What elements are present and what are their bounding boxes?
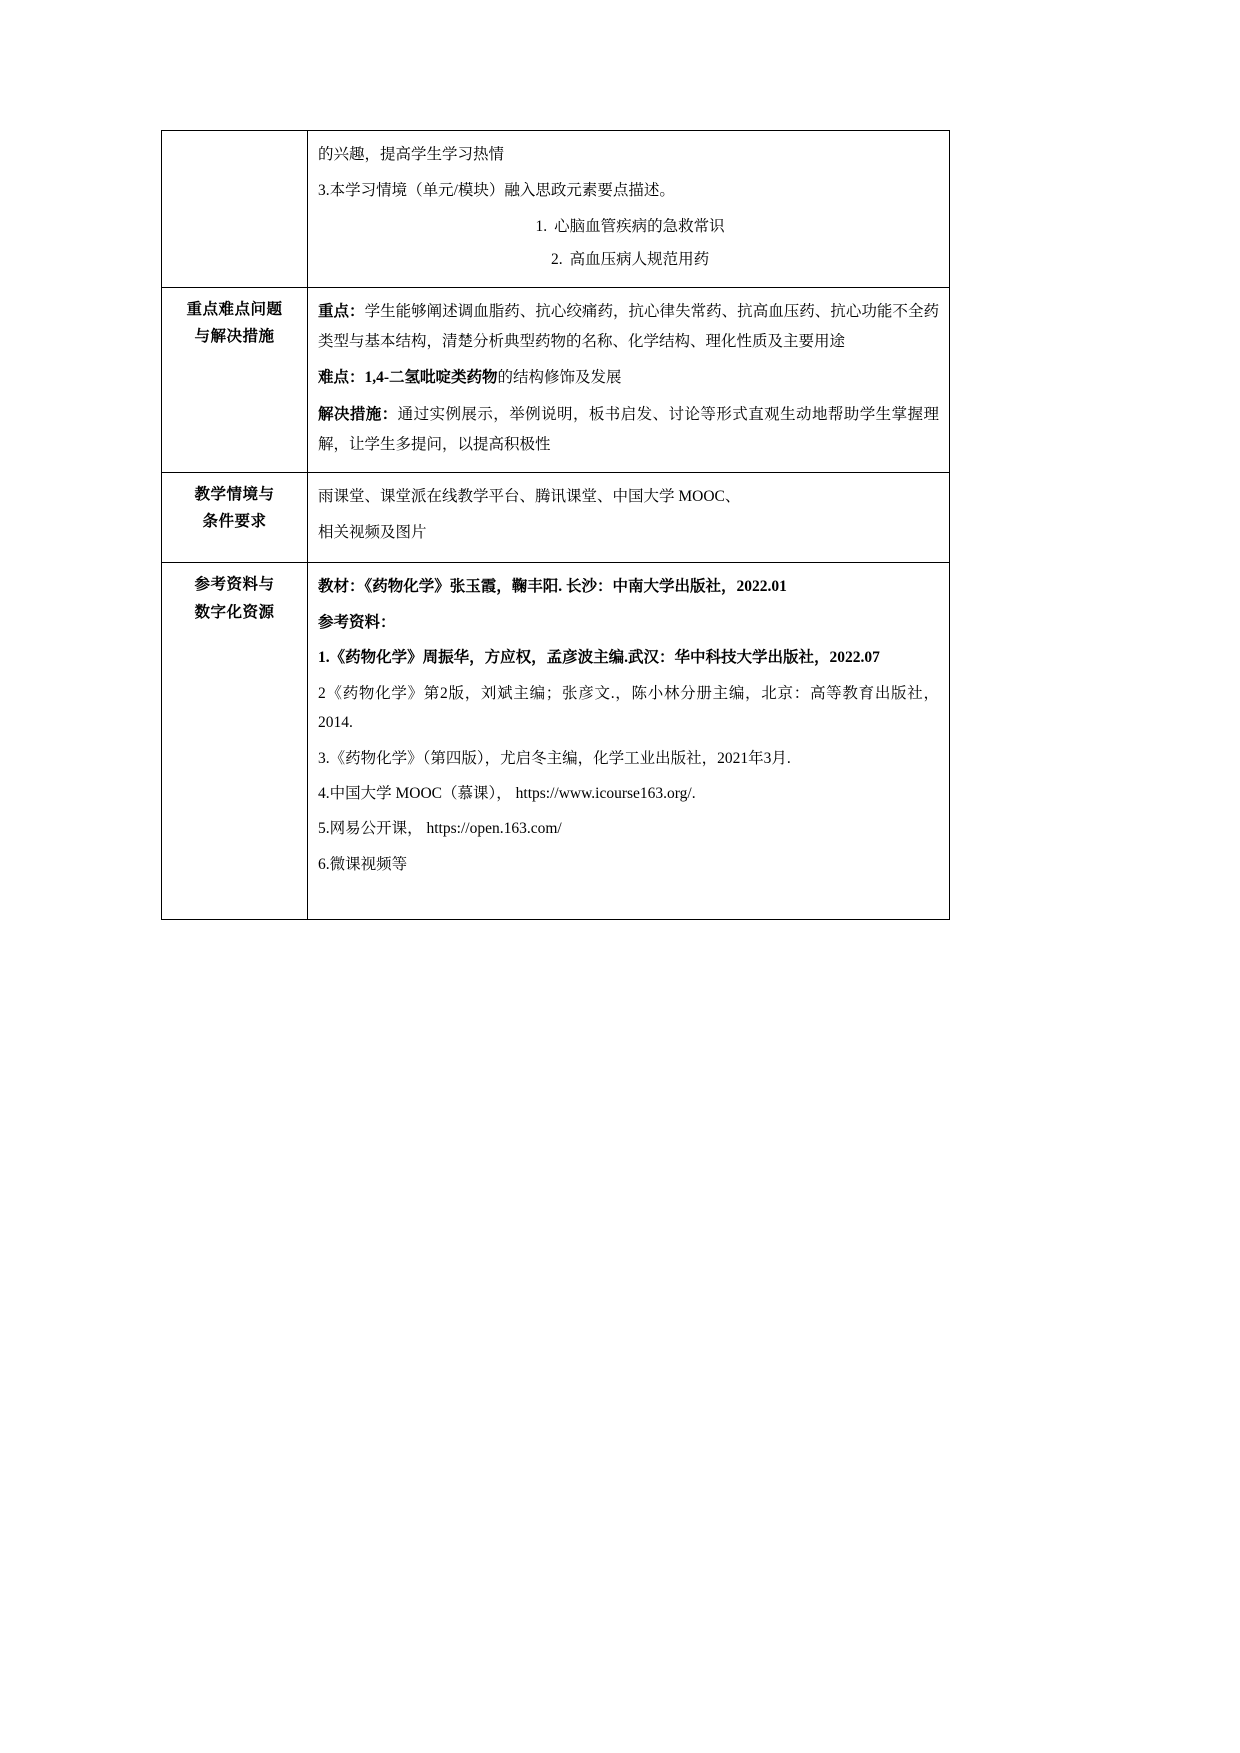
row-label-key-difficult-points bbox=[162, 287, 308, 472]
table-row bbox=[162, 472, 950, 562]
ideology-points-list bbox=[318, 212, 939, 274]
list-item bbox=[318, 245, 939, 275]
label-line: 教学情境与 bbox=[194, 485, 275, 503]
reference-item-2: 2《药物化学》第2版，刘斌主编；张彦文.，陈小林分册主编，北京：高等教育出版社，2014. bbox=[318, 684, 939, 732]
list-text: 心脑血管疾病的急救常识 bbox=[554, 218, 725, 236]
table-row bbox=[162, 287, 950, 472]
row-content-references bbox=[308, 563, 950, 920]
lead-text-difficult: 的结构修饰及发展 bbox=[497, 369, 622, 387]
table-row bbox=[162, 131, 950, 288]
row-content-continuation bbox=[308, 131, 950, 288]
paragraph-ideology-intro: 3.本学习情境（单元/模块）融入思政元素要点描述。 bbox=[318, 182, 675, 200]
label-line: 条件要求 bbox=[202, 513, 267, 531]
paragraph-solutions bbox=[318, 400, 939, 460]
reference-item-3: 3.《药物化学》（第四版），尤启冬主编，化学工业出版社，2021年3月. bbox=[318, 749, 791, 767]
paragraph-platforms: 雨课堂、课堂派在线教学平台、腾讯课堂、中国大学 MOOC、 bbox=[318, 487, 741, 505]
reference-item-5: 5.网易公开课， https://open.163.com/ bbox=[318, 820, 562, 838]
list-number: 1. bbox=[535, 218, 548, 236]
row-content-key-difficult-points bbox=[308, 287, 950, 472]
reference-item-6: 6.微课视频等 bbox=[318, 855, 408, 873]
paragraph-media: 相关视频及图片 bbox=[318, 524, 427, 542]
lead-text-key: 学生能够阐述调血脂药、抗心绞痛药，抗心律失常药、抗高血压药、抗心功能不全药类型与基本结构，清楚分析典型药物的名称、化学结构、理化性质及主要用途 bbox=[318, 302, 939, 351]
row-content-teaching-context bbox=[308, 472, 950, 562]
reference-heading: 参考资料： bbox=[318, 613, 396, 631]
reference-item-4: 4.中国大学 MOOC（慕课）， https://www.icourse163.org/. bbox=[318, 785, 696, 803]
paragraph-interest: 的兴趣，提高学生学习热情 bbox=[318, 146, 505, 163]
paragraph-key-points bbox=[318, 297, 939, 357]
table-row bbox=[162, 563, 950, 920]
lead-text-solution: 通过实例展示，举例说明，板书启发、讨论等形式直观生动地帮助学生掌握理解，让学生多提问，以提高积极性 bbox=[318, 405, 939, 453]
lead-label-key: 重点： bbox=[318, 302, 365, 320]
row-label-empty bbox=[162, 131, 308, 288]
list-item bbox=[318, 212, 939, 242]
list-number: 2. bbox=[550, 250, 563, 268]
paragraph-difficult-points bbox=[318, 363, 939, 393]
reference-textbook: 教材：《药物化学》张玉霞，鞠丰阳. 长沙：中南大学出版社，2022.01 bbox=[318, 578, 787, 596]
row-label-references bbox=[162, 563, 308, 920]
label-line: 重点难点问题 bbox=[186, 300, 283, 318]
label-line: 参考资料与 bbox=[194, 576, 275, 594]
list-text: 高血压病人规范用药 bbox=[569, 250, 710, 268]
label-line: 与解决措施 bbox=[194, 328, 275, 345]
lead-label-difficult: 难点：1,4-二氢吡啶类药物 bbox=[318, 369, 498, 387]
label-line: 数字化资源 bbox=[194, 603, 275, 621]
lesson-plan-table bbox=[161, 130, 950, 920]
lead-label-solution: 解决措施： bbox=[318, 405, 398, 423]
row-label-teaching-context bbox=[162, 472, 308, 562]
reference-item-1: 1.《药物化学》周振华，方应权，孟彦波主编.武汉：华中科技大学出版社，2022.07 bbox=[318, 649, 880, 667]
